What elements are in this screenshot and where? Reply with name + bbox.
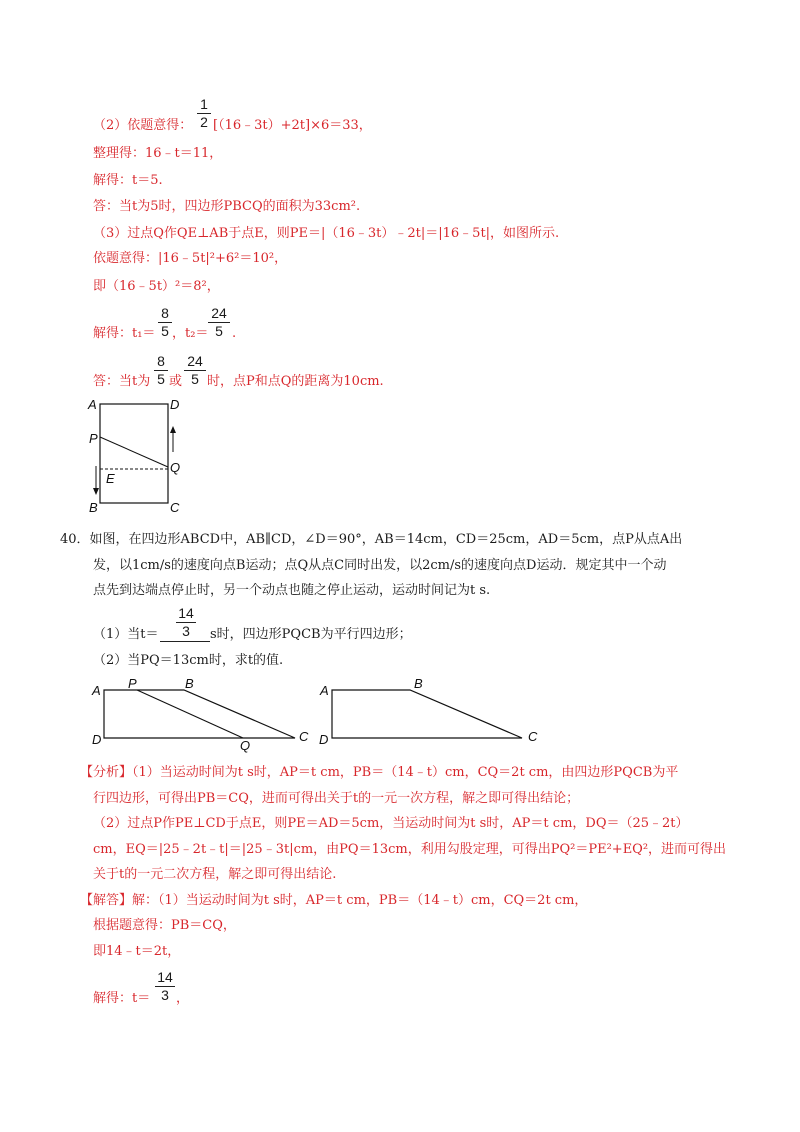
fraction-denominator: 3 <box>161 987 169 1003</box>
answer-line-2: 根据题意得：PB＝CQ， <box>93 918 236 933</box>
analysis-line-1: 【分析】（1）当运动时间为t s时，AP＝t cm，PB＝（14﹣t）cm，CQ＝2t cm，由四边形PQCB为平 <box>80 765 679 780</box>
fraction-numerator: 1 <box>200 96 208 112</box>
fraction-denominator: 5 <box>161 323 169 339</box>
analysis-line-5: 关于t的一元二次方程，解之即可得出结论. <box>93 867 337 882</box>
label-d: D <box>319 732 329 747</box>
solution-line-9b: 或 <box>169 374 183 389</box>
solution-line-8a: 解得：t₁＝ <box>93 326 156 341</box>
label-d: D <box>92 732 102 747</box>
solution-line-8b: ，t₂＝ <box>172 326 209 341</box>
problem-40-line-1: 40．如图，在四边形ABCD中，AB∥CD，∠D＝90°，AB＝14cm，CD＝25cm，AD＝5cm，点P从点A出 <box>60 532 683 547</box>
solution-line-9c: 时，点P和点Q的距离为10cm. <box>207 374 384 389</box>
question-2: （2）当PQ＝13cm时，求t的值. <box>93 653 284 668</box>
trapezoid-abcd <box>332 690 522 738</box>
label-a: A <box>92 683 101 698</box>
problem-40-line-3: 点先到达端点停止时，另一个动点也随之停止运动，运动时间记为t s. <box>93 583 491 598</box>
answer-line-4a: 解得：t＝ <box>93 991 151 1006</box>
label-q: Q <box>170 460 181 475</box>
analysis-line-4: cm，EQ＝|25﹣2t﹣t|＝|25﹣3t|cm，由PQ＝13cm，利用勾股定理，可得出PQ²＝PE²+EQ²，进而可得出 <box>93 842 727 857</box>
fraction-numerator: 24 <box>211 305 227 321</box>
label-a: A <box>88 397 97 412</box>
label-c: C <box>170 500 180 515</box>
analysis-line-3: （2）过点P作PE⊥CD于点E，则PE＝AD＝5cm，当运动时间为t s时，AP＝t cm，DQ＝（25﹣2t） <box>93 816 689 831</box>
label-b: B <box>414 676 423 691</box>
solution-line-8c: . <box>232 326 237 341</box>
answer-line-3: 即14﹣t＝2t， <box>93 944 181 959</box>
label-b: B <box>185 676 194 691</box>
solution-line-9a: 答：当t为 <box>93 374 151 389</box>
fraction-14-3-b <box>155 970 175 1003</box>
problem-40-line-2: 发，以1cm/s的速度向点B运动；点Q从点C同时出发，以2cm/s的速度向点D运动．规定其中一个动 <box>93 558 667 573</box>
label-p: P <box>128 676 137 691</box>
solution-line-2: 整理得：16﹣t＝11， <box>93 146 223 161</box>
label-p: P <box>89 431 98 446</box>
fraction-denominator: 3 <box>182 623 190 639</box>
solution-line-3: 解得：t＝5. <box>93 173 163 188</box>
solution-line-5: （3）过点Q作QE⊥AB于点E，则PE＝|（16﹣3t）﹣2t|＝|16﹣5t|，如图所示. <box>93 226 560 241</box>
fraction-denominator: 5 <box>191 371 199 387</box>
solution-line-1a: （2）依题意得： <box>93 118 193 133</box>
question-1b: s时，四边形PQCB为平行四边形； <box>210 627 412 642</box>
fraction-denominator: 5 <box>215 323 223 339</box>
label-c: C <box>528 729 538 744</box>
label-d: D <box>170 397 180 412</box>
fraction-numerator: 14 <box>157 969 173 985</box>
fraction-numerator: 8 <box>161 305 169 321</box>
label-b: B <box>89 500 98 515</box>
solution-line-1b: [（16﹣3t）+2t]×6＝33， <box>213 118 372 133</box>
analysis-line-2: 行四边形，可得出PB＝CQ，进而可得出关于t的一元一次方程，解之即可得出结论； <box>93 791 580 806</box>
fraction-denominator: 5 <box>157 371 165 387</box>
fraction-numerator: 8 <box>157 353 165 369</box>
fraction-denominator: 2 <box>200 114 208 130</box>
solution-line-4: 答：当t为5时，四边形PBCQ的面积为33cm². <box>93 199 361 214</box>
question-1a: （1）当t＝ <box>93 627 159 642</box>
fraction-numerator: 24 <box>187 353 203 369</box>
label-a: A <box>320 683 329 698</box>
label-c: C <box>299 729 309 744</box>
label-e: E <box>106 471 115 486</box>
answer-line-4b: ， <box>176 991 190 1006</box>
label-q: Q <box>240 738 251 753</box>
solution-line-7: 即（16﹣5t）²＝8²， <box>93 279 220 294</box>
solution-line-6: 依题意得：|16﹣5t|²+6²＝10²， <box>93 251 288 266</box>
fraction-numerator: 14 <box>178 605 194 621</box>
answer-line-1: 【解答】解：（1）当运动时间为t s时，AP＝t cm，PB＝（14﹣t）cm，CQ＝2t cm， <box>80 893 588 908</box>
